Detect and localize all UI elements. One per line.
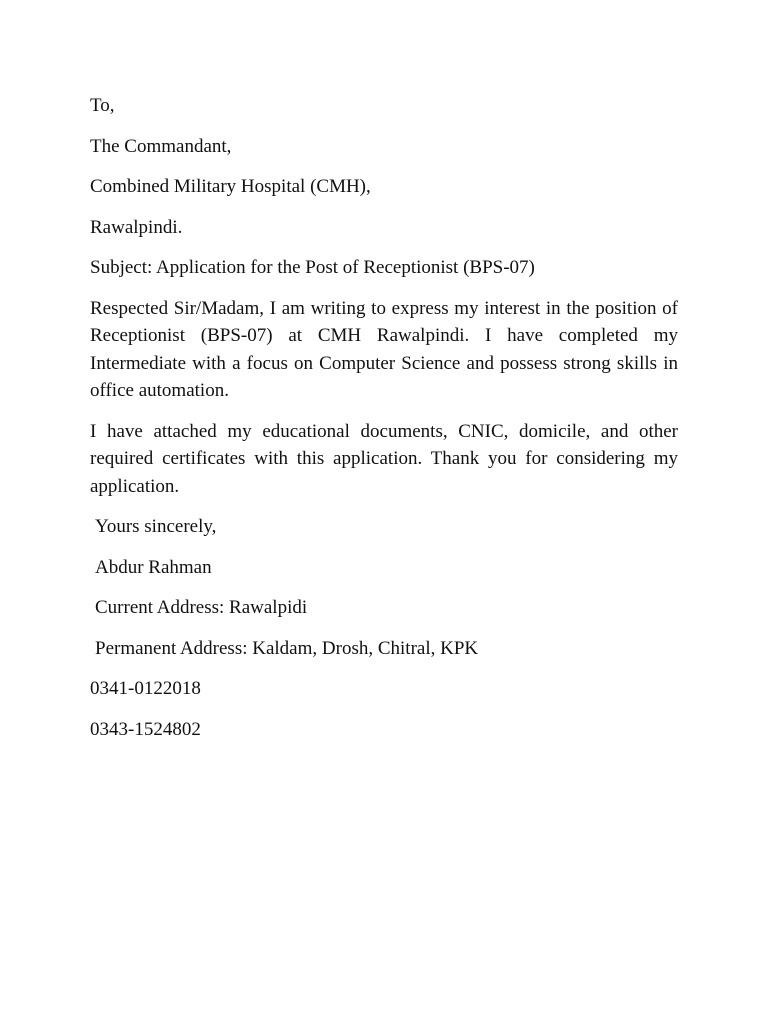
application-letter [90, 92, 678, 756]
sign-off: Yours sincerely, [95, 516, 217, 537]
letter-subject: Subject: Application for the Post of Receptionist (BPS-07) [90, 257, 535, 278]
phone-number-2: 0343-1524802 [90, 718, 201, 740]
body-paragraph-2: I have attached my educational documents, CNIC, domicile, and other required certificates with this application. Thank you for considering my application. [90, 420, 678, 497]
recipient-title: The Commandant, [90, 135, 232, 157]
salutation-to: To, [90, 95, 115, 116]
current-address: Current Address: Rawalpidi [95, 597, 308, 618]
permanent-address: Permanent Address: Kaldam, Drosh, Chitral, KPK [95, 637, 479, 659]
body-paragraph-1: Respected Sir/Madam, I am writing to express my interest in the position of Receptionist (BPS-07) at CMH Rawalpindi. I have completed my Intermediate with a focus on Computer Science and possess strong skills in office automation. [90, 297, 678, 401]
sender-name: Abdur Rahman [95, 556, 212, 578]
phone-number-1: 0341-0122018 [90, 678, 201, 699]
recipient-city: Rawalpindi. [90, 216, 183, 238]
recipient-organization: Combined Military Hospital (CMH), [90, 176, 371, 197]
